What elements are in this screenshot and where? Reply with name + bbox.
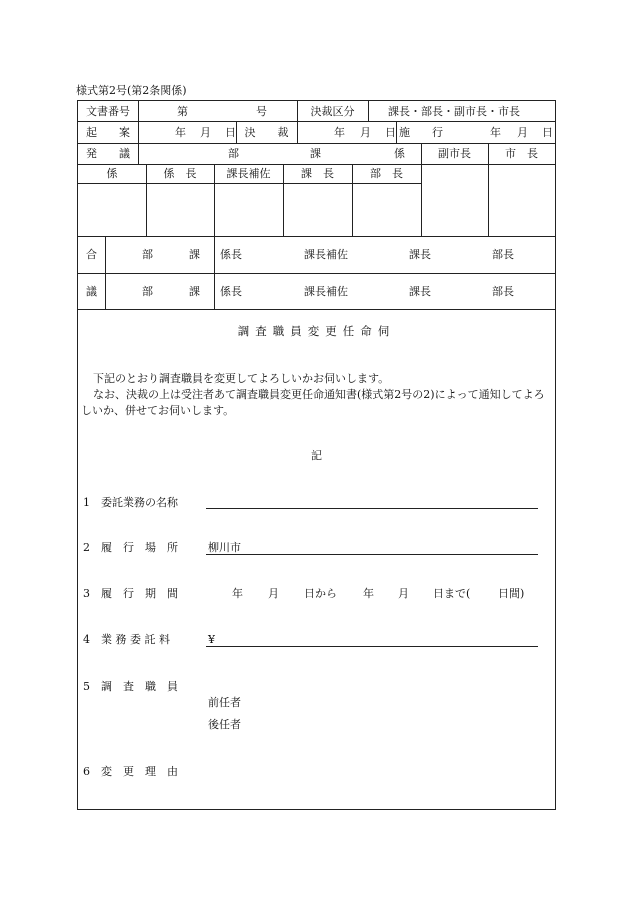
enforcement-year: 年 [490,126,501,139]
item3-end-year: 年 [363,587,374,600]
consult2-section: 課 [189,285,200,298]
item6-label: 6 変 更 理 由 [83,765,178,778]
deputy-mayor-label: 副市長 [438,147,471,160]
chief-label: 係 長 [163,167,197,180]
paragraph-request: 下記のとおり調査職員を変更してよろしいかお伺いします。 [93,372,390,385]
item2-value: 柳川市 [208,541,241,554]
item3-end-month: 月 [398,587,409,600]
draft-day: 日 [225,126,236,139]
consult1-section: 課 [189,248,200,261]
section-manager-label: 課 長 [301,167,334,180]
item3-start-year: 年 [232,587,243,600]
paragraph-notice: なお、決裁の上は受注者あて調査職員変更任命通知書(様式第2号の2)によって通知してよろしいか、併せてお伺いします。 [81,388,545,417]
enforcement-day: 日 [542,126,553,139]
item1-underline [206,508,538,509]
item4-value: ¥ [208,633,215,646]
approval-category-label: 決裁区分 [310,105,355,118]
item2-label: 2 履 行 場 所 [83,541,178,554]
item3-from: 日から [304,587,337,600]
doc-number-go: 号 [256,105,267,118]
item3-days: 日間) [498,587,525,600]
consult1-section-manager: 課長 [409,248,431,261]
ki-heading: 記 [311,449,322,462]
consult1-chief: 係長 [220,248,242,261]
enforcement-month: 月 [517,126,528,139]
decision-month: 月 [360,126,371,139]
item1-label: 1 委託業務の名称 [83,496,178,509]
proposal-section: 課 [310,147,321,160]
approval-form-frame [77,100,556,810]
consult2-department: 部 [142,285,153,298]
document-title: 調査職員変更任命伺 [237,324,396,338]
draft-year: 年 [175,126,186,139]
item5-previous-staff: 前任者 [208,696,241,709]
item3-until: 日まで( [433,587,471,600]
draft-label: 起 案 [86,126,130,139]
item4-underline [206,646,538,647]
department-head-label: 部 長 [370,167,403,180]
item5-new-staff: 後任者 [208,718,241,731]
proposal-label: 発 議 [86,147,130,160]
draft-month: 月 [200,126,211,139]
doc-number-label: 文書番号 [86,105,130,118]
proposal-department: 部 [228,147,239,160]
approval-category-value: 課長・部長・副市長・市長 [388,105,520,118]
consult2-department-head: 部長 [492,285,514,298]
consult2-chief: 係長 [220,285,242,298]
doc-number-dai: 第 [177,105,188,118]
item2-underline [206,554,538,555]
decision-label: 決 裁 [244,126,289,139]
item3-start-month: 月 [268,587,279,600]
assistant-manager-label: 課長補佐 [226,167,271,180]
enforcement-label: 施 行 [399,126,443,139]
consultation-label-ai: 合 [86,248,97,261]
item4-label: 4 業 務 委 託 料 [83,633,170,646]
consultation-label-gi: 議 [86,285,97,298]
form-label: 様式第2号(第2条関係) [76,84,187,97]
consult1-department-head: 部長 [492,248,514,261]
item5-label: 5 調 査 職 員 [83,680,178,693]
consult1-assistant-manager: 課長補佐 [304,248,348,261]
staff-label: 係 [106,167,118,180]
decision-year: 年 [334,126,345,139]
consult2-section-manager: 課長 [409,285,431,298]
consult1-department: 部 [142,248,153,261]
mayor-label: 市 長 [505,147,538,160]
proposal-unit: 係 [394,147,405,160]
consult2-assistant-manager: 課長補佐 [304,285,348,298]
item3-label: 3 履 行 期 間 [83,587,178,600]
decision-day: 日 [385,126,396,139]
